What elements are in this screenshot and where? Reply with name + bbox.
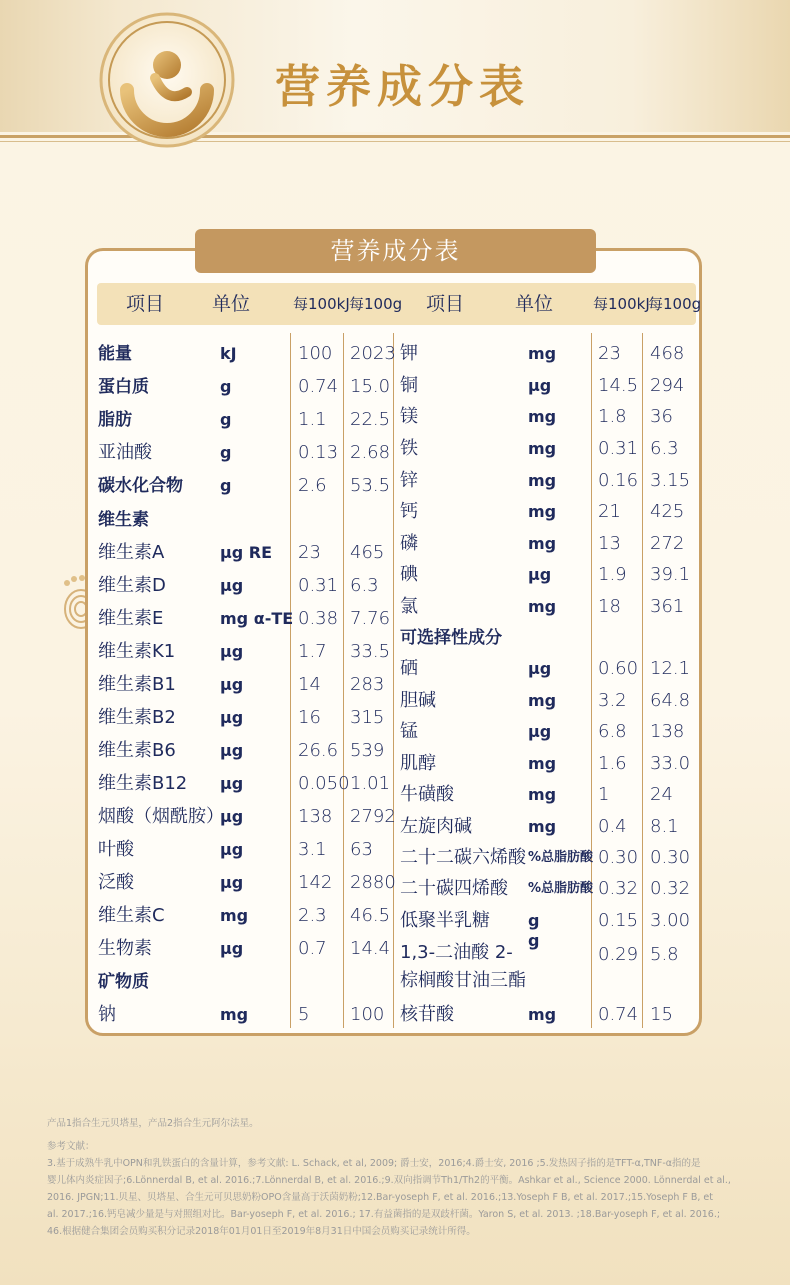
cell-kj: 0.4 (598, 816, 627, 837)
cell-name: 叶酸 (98, 839, 134, 860)
header-item-right: 项目 (426, 293, 465, 315)
cell-kj: 0.31 (298, 575, 339, 596)
cell-unit: g (220, 410, 232, 429)
cell-name: 氯 (400, 596, 418, 617)
cell-unit: mg (528, 502, 557, 521)
cell-g: 138 (650, 721, 685, 742)
cell-unit: mg (220, 1005, 249, 1024)
cell-kj: 21 (598, 501, 621, 522)
cell-unit: mg α-TE (220, 609, 294, 628)
cell-name: 维生素B2 (98, 707, 176, 728)
cell-g: 1.01 (350, 773, 391, 794)
cell-g: 5.8 (650, 944, 679, 965)
cell-name: 锰 (400, 721, 418, 742)
cell-kj: 14 (298, 674, 321, 695)
cell-g: 361 (650, 596, 685, 617)
cell-name: 1,3-二油酸 2-棕榈酸甘油三酯 (400, 942, 526, 991)
cell-name: 可选择性成分 (400, 628, 502, 648)
cell-name: 维生素A (98, 542, 165, 563)
cell-unit: mg (528, 1005, 557, 1024)
cell-kj: 1.1 (298, 409, 327, 430)
cell-unit: μg (220, 708, 244, 727)
references-title: 参考文献： (47, 1141, 95, 1152)
cell-kj: 16 (298, 707, 321, 728)
header-per100kj-right: 每100kJ (593, 295, 650, 313)
cell-g: 6.3 (650, 438, 679, 459)
cell-name: 二十二碳六烯酸 (400, 847, 526, 868)
cell-unit: g (220, 476, 232, 495)
cell-unit: mg (528, 691, 557, 710)
cell-name: 碘 (400, 564, 418, 585)
cell-name: 脂肪 (98, 410, 132, 430)
cell-unit: mg (528, 344, 557, 363)
cell-g: 0.30 (650, 847, 691, 868)
cell-kj: 2.6 (298, 475, 327, 496)
cell-g: 53.5 (350, 475, 391, 496)
cell-name: 维生素C (98, 905, 165, 926)
cell-unit: μg (220, 576, 244, 595)
cell-name: 牛磺酸 (400, 784, 454, 805)
header-unit: 单位 (212, 293, 251, 315)
product-note: 产品1指合生元贝塔星，产品2指合生元阿尔法星。 (47, 1118, 259, 1129)
cell-name: 镁 (400, 406, 418, 427)
divider-middle (393, 333, 394, 1028)
cell-g: 2.68 (350, 442, 391, 463)
cell-g: 3.15 (650, 470, 691, 491)
cell-g: 39.1 (650, 564, 691, 585)
cell-unit: μg (220, 939, 244, 958)
cell-kj: 13 (598, 533, 621, 554)
cell-g: 33.5 (350, 641, 391, 662)
cell-g: 425 (650, 501, 685, 522)
cell-g: 2880 (350, 872, 396, 893)
cell-unit: μg (220, 807, 244, 826)
cell-unit: μg (220, 642, 244, 661)
cell-name: 维生素B1 (98, 674, 176, 695)
cell-unit: mg (528, 439, 557, 458)
cell-name: 维生素 (98, 510, 149, 530)
cell-kj: 1.9 (598, 564, 627, 585)
cell-unit: μg (220, 675, 244, 694)
brand-logo-icon (97, 10, 237, 150)
cell-kj: 1.7 (298, 641, 327, 662)
cell-g: 6.3 (350, 575, 379, 596)
cell-unit: mg (528, 597, 557, 616)
cell-name: 硒 (400, 658, 418, 679)
header-per100g: 每100g (349, 295, 403, 313)
cell-g: 63 (350, 839, 373, 860)
cell-g: 7.76 (350, 608, 391, 629)
cell-g: 15 (650, 1004, 673, 1025)
cell-kj: 5 (298, 1004, 310, 1025)
cell-name: 二十碳四烯酸 (400, 878, 508, 899)
cell-name: 维生素B6 (98, 740, 176, 761)
cell-g: 2023 (350, 343, 396, 364)
cell-unit: g (528, 931, 540, 950)
divider-left-kj (290, 333, 291, 1028)
reference-line: 3.基于成熟牛乳中OPN和乳铁蛋白的含量计算，参考文献: L. Schack, et al, 2009; 爵士安，2016;4.爵士安, 2016 ;5.发热因子指的是TFT-α,TNF-α指的是 (47, 1158, 701, 1169)
cell-kj: 23 (298, 542, 321, 563)
cell-kj: 0.16 (598, 470, 639, 491)
cell-unit: μg (220, 873, 244, 892)
cell-g: 64.8 (650, 690, 691, 711)
cell-name: 泛酸 (98, 872, 134, 893)
footnotes (47, 1115, 747, 1240)
cell-kj: 18 (598, 596, 621, 617)
cell-name: 胆碱 (400, 690, 436, 711)
cell-kj: 23 (598, 343, 621, 364)
cell-g: 315 (350, 707, 385, 728)
cell-kj: 2.3 (298, 905, 327, 926)
cell-unit: %总脂肪酸 (528, 881, 594, 896)
cell-g: 283 (350, 674, 385, 695)
header-unit-right: 单位 (515, 293, 554, 315)
cell-unit: mg (528, 785, 557, 804)
cell-kj: 0.050 (298, 773, 350, 794)
reference-line: 46.根据健合集团会员购买积分记录2018年01月01日至2019年8月31日中国会员购买记录统计所得。 (47, 1226, 476, 1237)
cell-name: 钾 (400, 343, 418, 364)
cell-g: 33.0 (650, 753, 691, 774)
cell-kj: 0.38 (298, 608, 339, 629)
cell-g: 46.5 (350, 905, 391, 926)
cell-name: 生物素 (98, 938, 152, 959)
banner-title: 营养成分表 (275, 60, 531, 113)
cell-kj: 14.5 (598, 375, 639, 396)
cell-name: 铜 (400, 375, 418, 396)
header-item: 项目 (126, 293, 165, 315)
cell-unit: μg (528, 376, 552, 395)
cell-name: 锌 (400, 470, 418, 491)
cell-g: 0.32 (650, 878, 691, 899)
cell-name: 矿物质 (98, 972, 149, 992)
cell-g: 8.1 (650, 816, 679, 837)
cell-g: 24 (650, 784, 673, 805)
cell-unit: g (220, 443, 232, 462)
cell-g: 15.0 (350, 376, 391, 397)
cell-unit: kJ (220, 344, 237, 363)
cell-kj: 6.8 (598, 721, 627, 742)
cell-unit: μg (220, 774, 244, 793)
cell-name: 钙 (400, 501, 418, 522)
cell-name: 维生素B12 (98, 773, 188, 794)
cell-name: 磷 (400, 533, 418, 554)
cell-unit: mg (528, 407, 557, 426)
cell-kj: 0.13 (298, 442, 339, 463)
cell-unit: μg (220, 741, 244, 760)
cell-g: 14.4 (350, 938, 391, 959)
cell-unit: g (220, 377, 232, 396)
header-per100kj: 每100kJ (293, 295, 350, 313)
panel-title: 营养成分表 (195, 229, 596, 273)
cell-name: 维生素D (98, 575, 166, 596)
cell-name: 核苷酸 (400, 1004, 454, 1025)
cell-unit: mg (528, 471, 557, 490)
divider-right-kj (591, 333, 592, 1028)
reference-line: 婴儿体内炎症因子;6.Lönnerdal B, et al. 2016.;7.Lönnerdal B, et al. 2016.;9.双向指调节Th1/Th2的平衡。Ashkar et al., Science 2000. Lönnerdal et al., (47, 1175, 731, 1186)
cell-g: 12.1 (650, 658, 691, 679)
cell-g: 2792 (350, 806, 396, 827)
reference-line: al. 2017.;16.钙皂减少量是与对照组对比。Bar-yoseph F, et al. 2016.; 17.有益菌指的是双歧杆菌。Yaron S, et al. 2013. ;18.Bar-yoseph F, et al. 2016.; (47, 1209, 721, 1220)
cell-g: 294 (650, 375, 685, 396)
cell-kj: 0.31 (598, 438, 639, 459)
cell-kj: 1.6 (598, 753, 627, 774)
cell-kj: 26.6 (298, 740, 339, 761)
cell-name: 碳水化合物 (98, 476, 183, 496)
reference-line: 2016. JPGN;11.贝星、贝塔星、合生元可贝思奶粉OPO含量高于沃茵奶粉;12.Bar-yoseph F, et al. 2016.;13.Yoseph F B, et al. 2017.;15.Yoseph F B, et (47, 1192, 713, 1203)
cell-name: 左旋肉碱 (400, 816, 472, 837)
cell-name: 维生素E (98, 608, 164, 629)
cell-g: 3.00 (650, 910, 691, 931)
cell-kj: 0.32 (598, 878, 639, 899)
cell-unit: μg (220, 840, 244, 859)
cell-kj: 138 (298, 806, 333, 827)
cell-kj: 0.74 (298, 376, 339, 397)
cell-kj: 100 (298, 343, 333, 364)
cell-kj: 1.8 (598, 406, 627, 427)
cell-name: 肌醇 (400, 753, 436, 774)
cell-name: 亚油酸 (98, 442, 152, 463)
cell-unit: g (528, 911, 540, 930)
cell-unit: mg (528, 754, 557, 773)
cell-unit: μg (528, 722, 552, 741)
cell-g: 36 (650, 406, 673, 427)
cell-kj: 1 (598, 784, 610, 805)
cell-kj: 0.29 (598, 944, 639, 965)
cell-kj: 0.30 (598, 847, 639, 868)
cell-g: 100 (350, 1004, 385, 1025)
cell-name: 烟酸（烟酰胺） (98, 806, 224, 827)
cell-unit: μg RE (220, 543, 273, 562)
cell-unit: %总脂肪酸 (528, 850, 594, 865)
cell-g: 468 (650, 343, 685, 364)
cell-name: 蛋白质 (98, 377, 149, 397)
cell-unit: mg (528, 817, 557, 836)
cell-unit: μg (528, 659, 552, 678)
cell-unit: μg (528, 565, 552, 584)
cell-name: 钠 (98, 1004, 116, 1025)
cell-name: 维生素K1 (98, 641, 176, 662)
header-per100g-right: 每100g (648, 295, 702, 313)
cell-kj: 0.7 (298, 938, 327, 959)
cell-name: 低聚半乳糖 (400, 910, 490, 931)
cell-name: 铁 (400, 438, 418, 459)
cell-kj: 142 (298, 872, 333, 893)
cell-kj: 3.1 (298, 839, 327, 860)
cell-unit: mg (528, 534, 557, 553)
cell-g: 22.5 (350, 409, 391, 430)
top-banner (0, 0, 790, 152)
cell-kj: 0.60 (598, 658, 639, 679)
cell-kj: 3.2 (598, 690, 627, 711)
cell-kj: 0.74 (598, 1004, 639, 1025)
divider-right-g (642, 333, 643, 1028)
divider-left-g (343, 333, 344, 1028)
cell-name: 能量 (98, 344, 132, 364)
cell-g: 272 (650, 533, 685, 554)
cell-g: 539 (350, 740, 385, 761)
cell-unit: mg (220, 906, 249, 925)
cell-kj: 0.15 (598, 910, 639, 931)
cell-g: 465 (350, 542, 385, 563)
